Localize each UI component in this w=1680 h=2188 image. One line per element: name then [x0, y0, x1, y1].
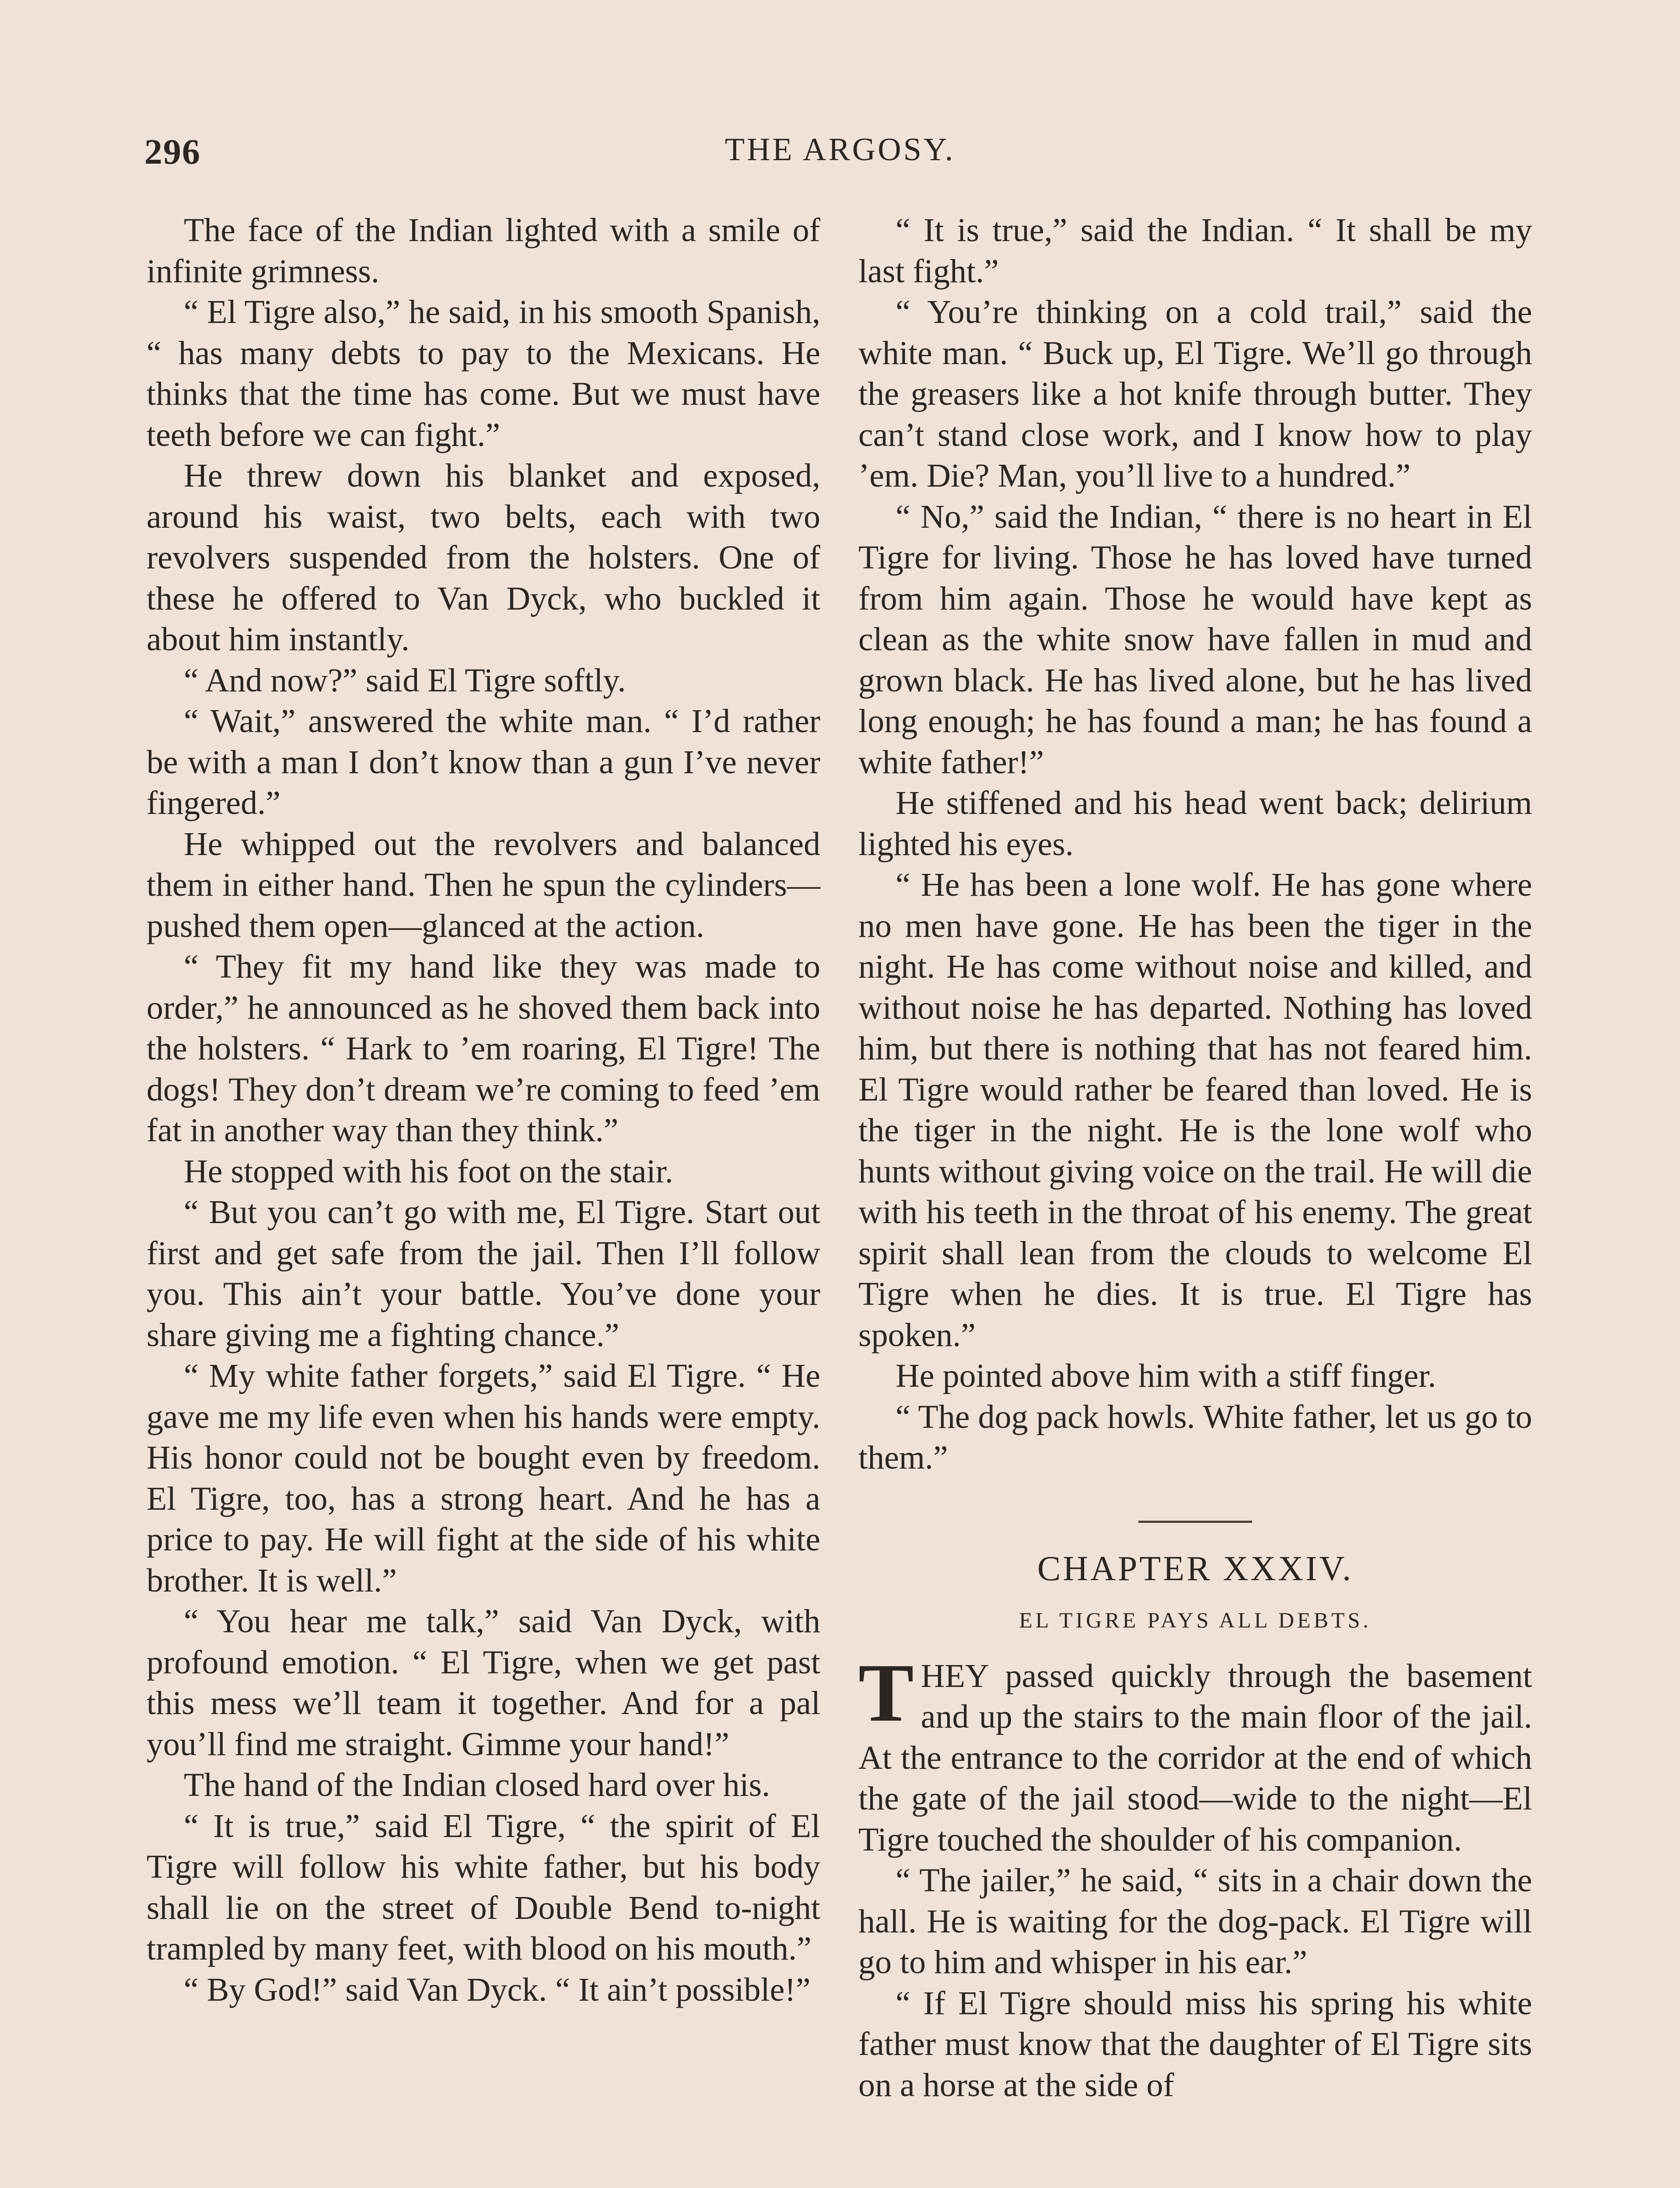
paragraph: “ You hear me talk,” said Van Dyck, with profound emotion. “ El Tigre, when we get past this mess we’ll team it together. And for a pal you’ll find me straight. Gimme your hand!” — [147, 1603, 820, 1763]
paragraph: He whipped out the revolvers and balanced them in either hand. Then he spun the cylinders—pushed them open—glanced at the action. — [147, 825, 820, 944]
paragraph: “ And now?” said El Tigre softly. — [184, 662, 626, 699]
drop-cap: T — [858, 1647, 914, 1739]
paragraph: “ El Tigre also,” he said, in his smooth Spanish, “ has many debts to pay to the Mexicans. He thinks that the time has come. But we must have teeth before we can fight.” — [147, 294, 820, 453]
page-number: 296 — [144, 132, 201, 172]
paragraph: He stopped with his foot on the stair. — [184, 1153, 673, 1190]
paragraph: The hand of the Indian closed hard over his. — [184, 1767, 770, 1803]
paragraph: The face of the Indian lighted with a smile of infinite grimness. — [147, 212, 820, 290]
paragraph: “ The dog pack howls. White father, let us go to them.” — [858, 1398, 1532, 1476]
paragraph: “ My white father forgets,” said El Tigre. “ He gave me my life even when his hands were empty. His honor could not be bought even by freedom. El Tigre, too, has a strong heart. And he has a price to pay. He will fight at the side of his white brother. It is well.” — [147, 1357, 820, 1599]
paragraph: “ The jailer,” he said, “ sits in a chair down the hall. He is waiting for the dog-pack. El Tigre will go to him and whisper in his ear.” — [858, 1862, 1532, 1981]
chapter-body — [858, 1647, 1532, 2106]
chapter-title: CHAPTER XXXIV. — [1037, 1549, 1353, 1588]
page-header — [144, 131, 1536, 179]
chapter-subtitle: EL TIGRE PAYS ALL DEBTS. — [1019, 1607, 1372, 1632]
paragraph: He pointed above him with a stiff finger. — [896, 1357, 1436, 1394]
paragraph: He threw down his blanket and exposed, around his waist, two belts, each with two revolvers suspended from the holsters. One of these he offered to Van Dyck, who buckled it about him instantly. — [147, 457, 820, 658]
paragraph: “ But you can’t go with me, El Tigre. Start out first and get safe from the jail. Then I’ll follow you. This ain’t your battle. You’ve done your share giving me a fighting chance.” — [147, 1194, 820, 1353]
paragraph: “ It is true,” said the Indian. “ It shall be my last fight.” — [858, 212, 1532, 290]
running-title: THE ARGOSY. — [724, 132, 956, 168]
left-column — [147, 210, 820, 2010]
paragraph: “ If El Tigre should miss his spring his white father must know that the daughter of El Tigre sits on a horse at the side of — [858, 1985, 1532, 2104]
paragraph: “ No,” said the Indian, “ there is no heart in El Tigre for living. Those he has loved have turned from him again. Those he would have kept as clean as the white snow have fallen in mud and grown black. He has lived alone, but he has lived long enough; he has found a man; he has found a white father!” — [858, 498, 1532, 781]
paragraph: “ He has been a lone wolf. He has gone where no men have gone. He has been the tiger in the night. He has come without noise and killed, and without noise he has departed. Nothing has loved him, but there is nothing that has not feared him. El Tigre would rather be feared than loved. He is the tiger in the night. He is the lone wolf who hunts without giving voice on the trail. He will die with his teeth in the throat of his enemy. The great spirit shall lean from the clouds to welcome El Tigre when he dies. It is true. El Tigre has spoken.” — [858, 866, 1532, 1353]
paragraph: “ Wait,” answered the white man. “ I’d rather be with a man I don’t know than a gun I’ve never fingered.” — [147, 703, 820, 821]
chapter-first-paragraph — [858, 1647, 1532, 1861]
paragraph: “ You’re thinking on a cold trail,” said the white man. “ Buck up, El Tigre. We’ll go through the greasers like a hot knife through butter. They can’t stand close work, and I know how to play ’em. Die? Man, you’ll live to a hundred.” — [858, 294, 1532, 494]
paragraph: He stiffened and his head went back; delirium lighted his eyes. — [858, 785, 1532, 863]
paragraph: “ They fit my hand like they was made to order,” he announced as he shoved them back into the holsters. “ Hark to ’em roaring, El Tigre! The dogs! They don’t dream we’re coming to feed ’em fat in another way than they think.” — [147, 948, 820, 1149]
paragraph: “ By God!” said Van Dyck. “ It ain’t possible!” — [184, 1971, 811, 2008]
right-column — [858, 210, 1532, 2106]
section-divider — [1138, 1521, 1252, 1523]
paragraph: “ It is true,” said El Tigre, “ the spirit of El Tigre will follow his white father, but his body shall lie on the street of Double Bend to-night trampled by many feet, with blood on his mouth.” — [147, 1807, 820, 1967]
first-paragraph-text: HEY passed quickly through the basement and up the stairs to the main floor of the jail. At the entrance to the corridor at the end of which the gate of the jail stood—wide to the night—El Tigre touched the shoulder of his companion. — [858, 1657, 1532, 1858]
